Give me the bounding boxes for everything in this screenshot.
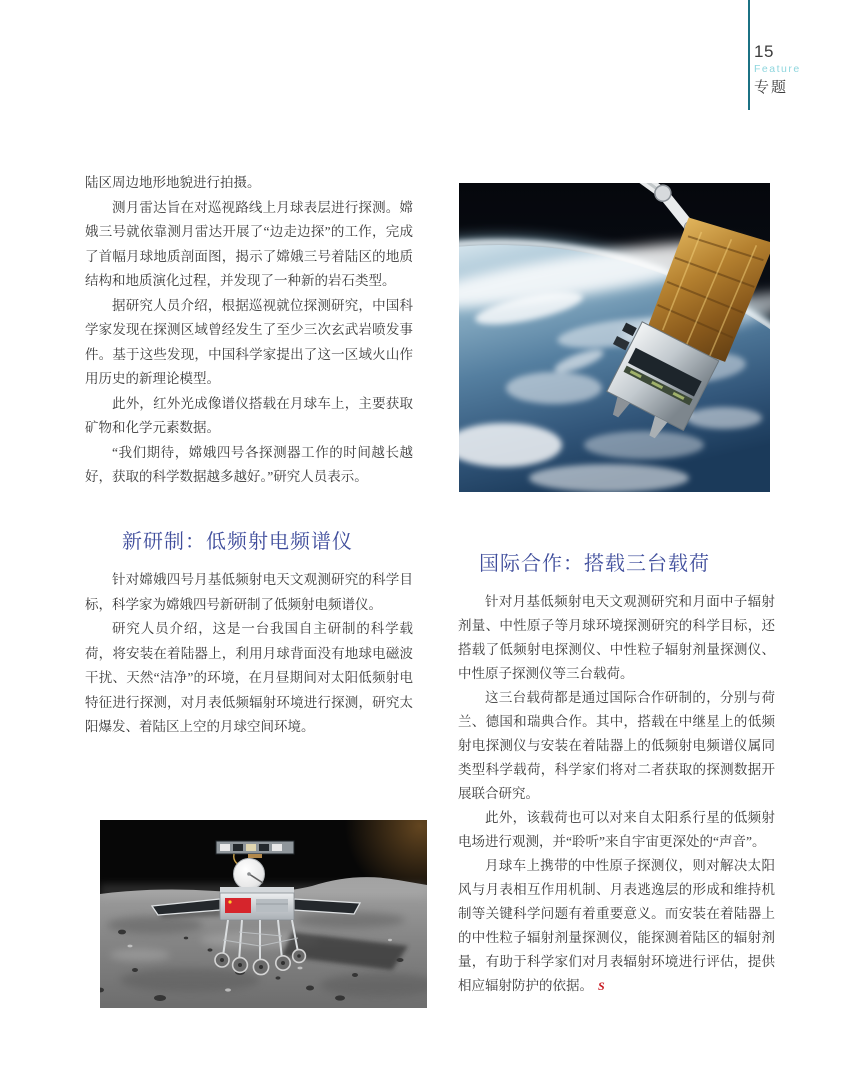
paragraph: 此外，该载荷也可以对来自太阳系行星的低频射电场进行观测，并“聆听”来自宇宙更深处的“声音”。 — [458, 810, 775, 849]
paragraph: 针对月基低频射电天文观测研究和月面中子辐射剂量、中性原子等月球环境探测研究的科学目标，还搭载了低频射电探测仪、中性粒子辐射剂量探测仪、中性原子探测仪等三台载荷。 — [458, 594, 775, 681]
paragraph: 月球车上携带的中性原子探测仪，则对解决太阳风与月表相互作用机制、月表逃逸层的形成和维持机制等关键科学问题有着重要意义。而安装在着陆器上的中性粒子辐射剂量探测仪，能探测着陆区的辐射剂量，有助于科学家们对月表辐射环境进行评估，提供相应辐射防护的依据。 S — [458, 858, 775, 993]
paragraph: 此外，红外光成像谱仪搭载在月球车上，主要获取矿物和化学元素数据。 — [85, 395, 413, 435]
header-accent-rule — [748, 0, 750, 110]
paragraph: 据研究人员介绍，根据巡视就位探测研究，中国科学家发现在探测区域曾经发生了至少三次玄武岩喷发事件。基于这些发现，中国科学家提出了这一区域火山作用历史的新理论模型。 — [85, 297, 413, 386]
paragraph: 针对嫦娥四号月基低频射电天文观测研究的科学目标，科学家为嫦娥四号新研制了低频射电频谱仪。 — [85, 572, 413, 612]
paragraph: 测月雷达旨在对巡视路线上月球表层进行探测。嫦娥三号就依靠测月雷达开展了“边走边探”的工作，完成了首幅月球地质剖面图，揭示了嫦娥三号着陆区的地质结构和地质演化过程，并发现了一种新的岩石类型。 — [85, 199, 413, 288]
earth-satellite-photo-art — [459, 183, 770, 492]
page-number: 15 — [754, 42, 774, 61]
left-column-lower-text — [85, 568, 413, 740]
paragraph: 陆区周边地形地貌进行拍摄。 — [85, 175, 261, 190]
left-section-heading: 新研制：低频射电频谱仪 — [122, 531, 353, 553]
article-end-mark: S — [598, 979, 605, 993]
left-column-upper-text — [85, 171, 413, 490]
paragraph: 这三台载荷都是通过国际合作研制的，分别与荷兰、德国和瑞典合作。其中，搭载在中继星上的低频射电探测仪与安装在着陆器上的低频射电频谱仪属同类型科学载荷，科学家们将对二者获取的探测数据开展联合研究。 — [458, 690, 775, 801]
lunar-rover-photo — [100, 820, 427, 1008]
lunar-rover-photo-art — [100, 820, 427, 1008]
paragraph: 研究人员介绍，这是一台我国自主研制的科学载荷，将安装在着陆器上，利用月球背面没有地球电磁波干扰、天然“洁净”的环境，在月昼期间对太阳低频射电特征进行探测，对月表低频辐射环境进行探测，研究太阳爆发、着陆区上空的月球空间环境。 — [85, 621, 413, 734]
earth-satellite-photo — [459, 183, 770, 492]
section-label-en: Feature — [754, 63, 801, 75]
right-section-heading: 国际合作：搭载三台载荷 — [479, 553, 710, 575]
section-label-zh: 专题 — [754, 79, 789, 96]
right-column-text — [458, 590, 775, 998]
paragraph: “我们期待，嫦娥四号各探测器工作的时间越长越好，获取的科学数据越多越好。”研究人员表示。 — [85, 444, 413, 484]
